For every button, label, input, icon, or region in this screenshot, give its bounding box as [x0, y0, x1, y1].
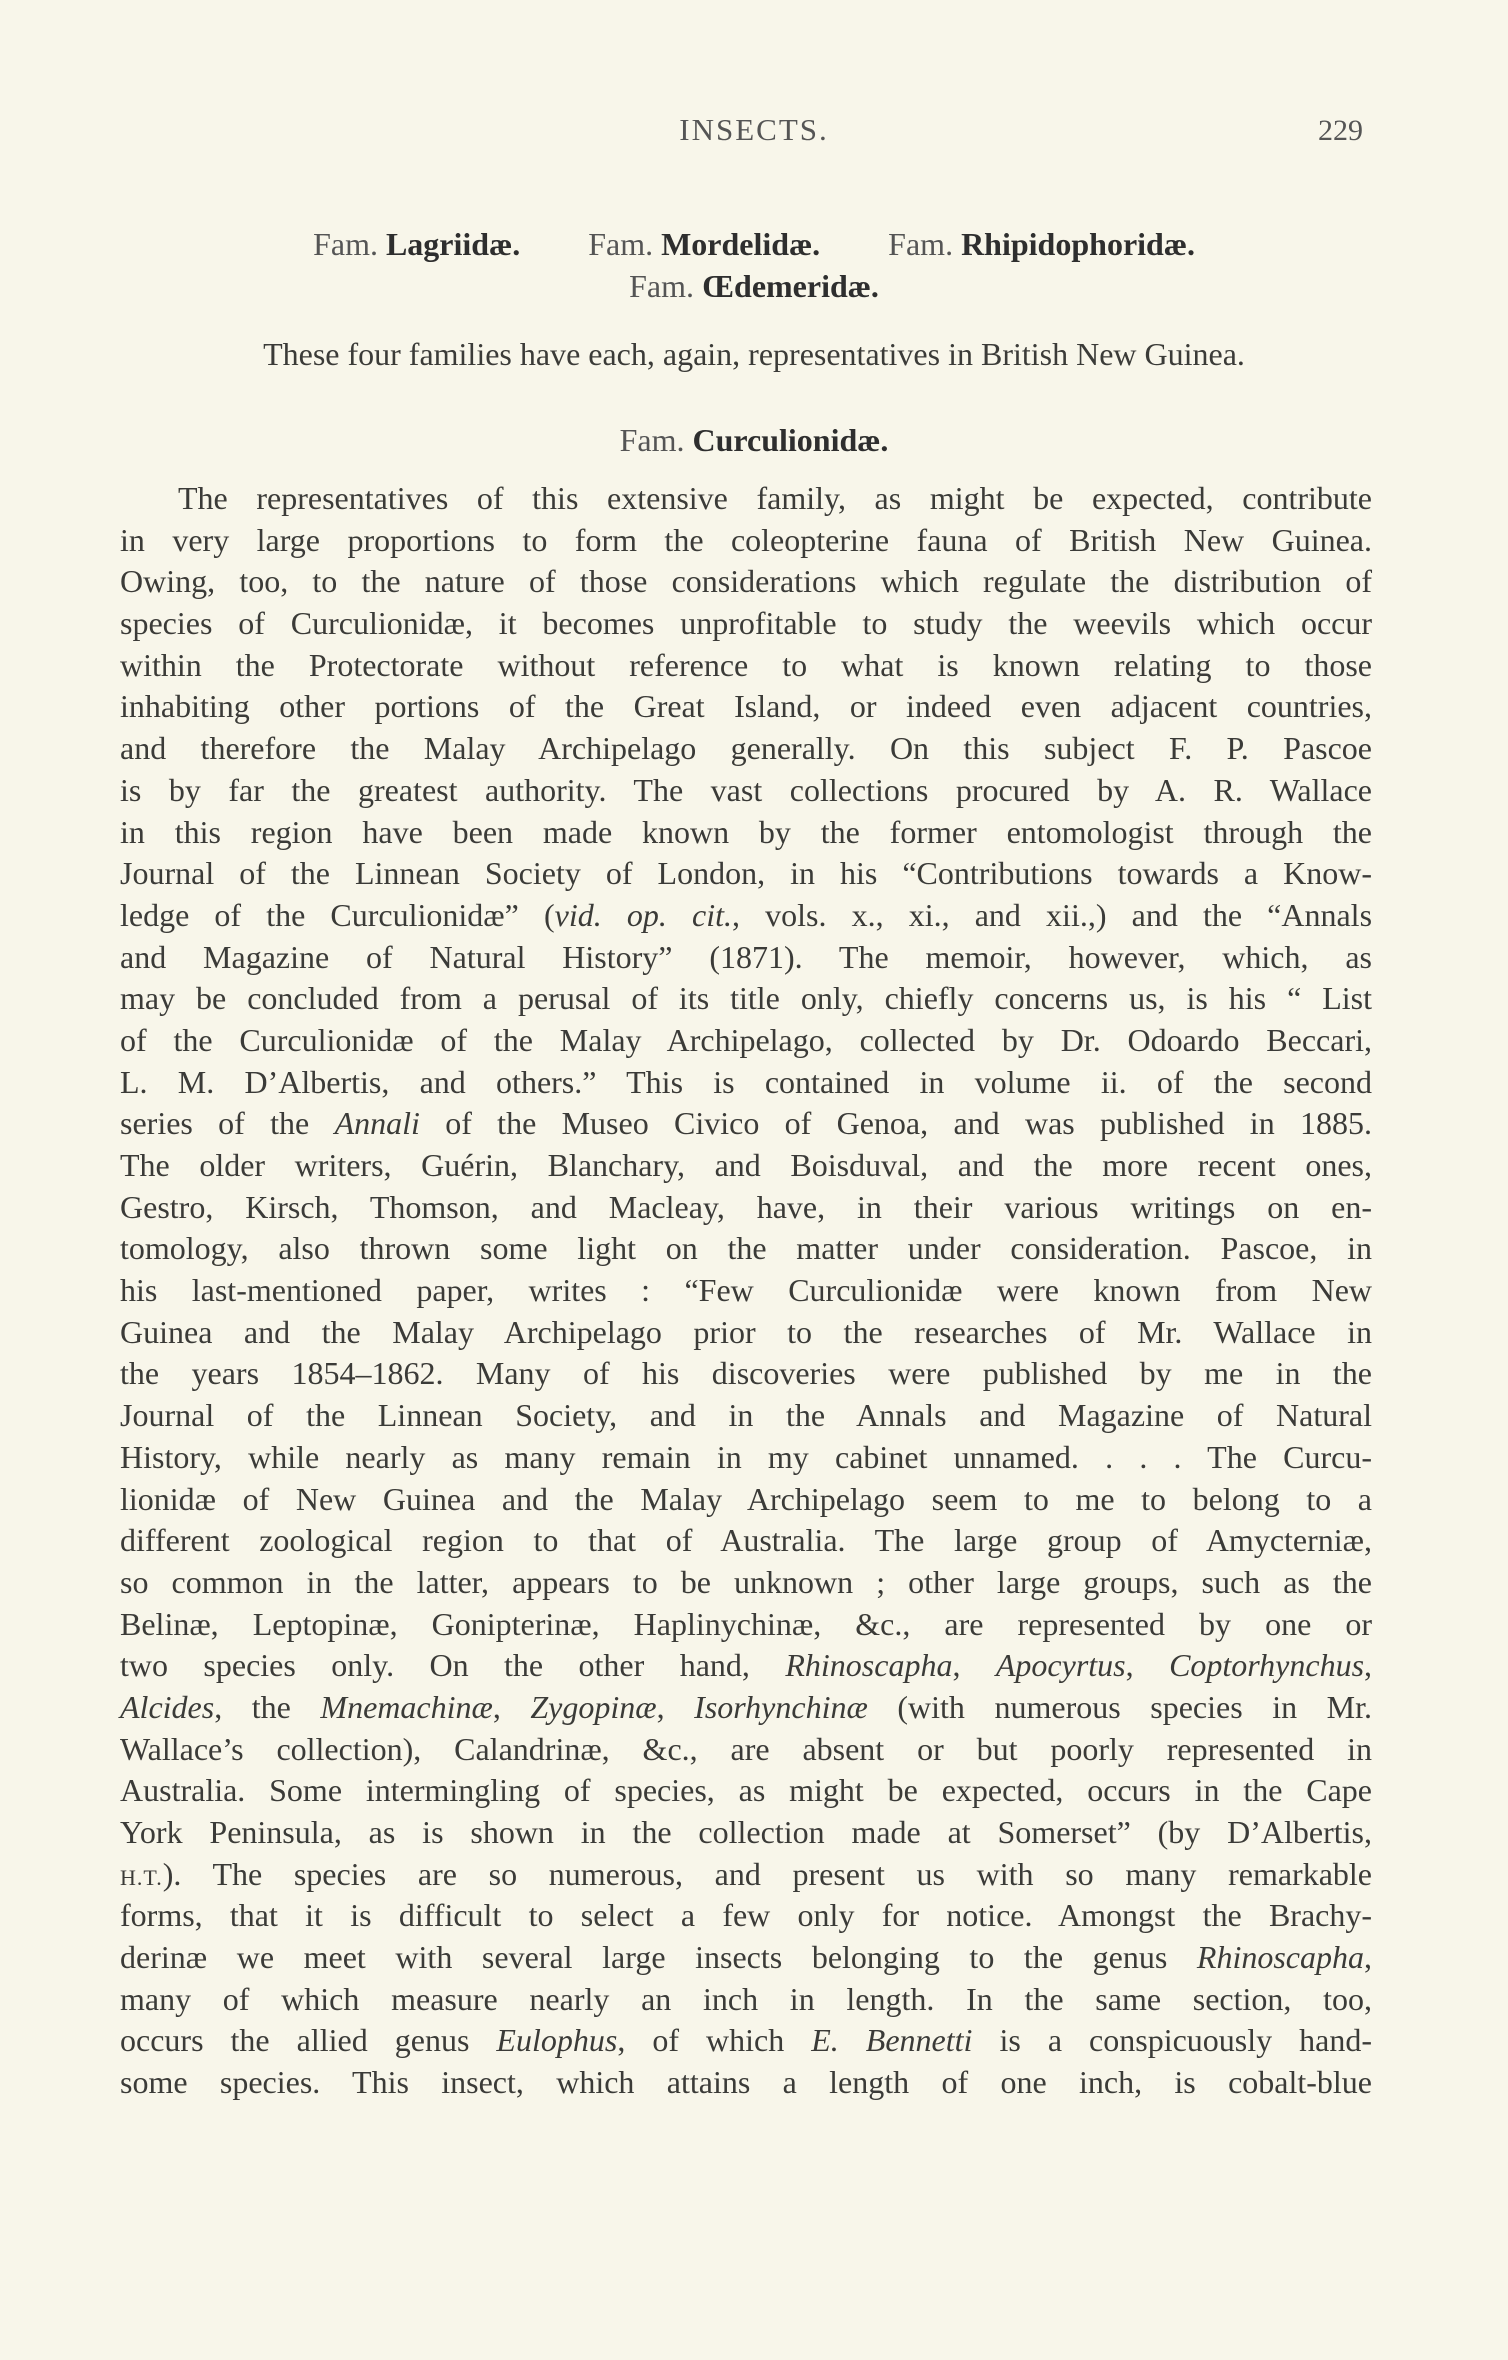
italic-text: Coptorhynchus [1169, 1647, 1365, 1684]
text-line [120, 1854, 1372, 1896]
family-name: Curculionidæ. [692, 422, 889, 458]
text-line [120, 520, 1372, 562]
text-segment: his last-mentioned paper, writes : “Few Curculionidæ were known from New [120, 1272, 1372, 1309]
text-segment: so common in the latter, appears to be unknown ; other large groups, such as the [120, 1563, 1372, 1600]
italic-text: Apocyrtus [995, 1647, 1126, 1684]
family-name: Œdemeridæ. [702, 268, 879, 304]
text-segment: series of the [120, 1105, 335, 1142]
text-segment: of the Museo Civico of Genoa, and was published in 1885. [419, 1105, 1373, 1142]
italic-text: Mnemachinæ [320, 1688, 493, 1725]
text-segment: , [1364, 1939, 1372, 1976]
text-line [120, 561, 1372, 603]
text-line [120, 937, 1372, 979]
text-segment: Gestro, Kirsch, Thomson, and Macleay, have, in their various writings on en- [120, 1188, 1372, 1225]
text-line [120, 1103, 1372, 1145]
text-line [120, 1520, 1372, 1562]
text-segment: Journal of the Linnean Society, and in the Annals and Magazine of Natural [120, 1397, 1372, 1434]
fam-prefix: Fam. [313, 226, 378, 262]
text-segment: Owing, too, to the nature of those considerations which regulate the distribution of [120, 563, 1372, 600]
section-heading-curculionidae [0, 422, 1508, 459]
text-segment: Australia. Some intermingling of species, as might be expected, occurs in the Cape [120, 1772, 1372, 1809]
family-name: Mordelidæ. [661, 226, 821, 262]
text-line [120, 1353, 1372, 1395]
text-segment: Belinæ, Leptopinæ, Gonipterinæ, Haplinychinæ, &c., are represented by one or [120, 1605, 1372, 1642]
text-line [120, 1770, 1372, 1812]
text-line [120, 1395, 1372, 1437]
text-line [120, 1645, 1372, 1687]
fam-prefix: Fam. [888, 226, 954, 262]
text-segment: , [1364, 1647, 1373, 1684]
text-line [120, 1979, 1372, 2021]
text-line [120, 978, 1372, 1020]
text-line [120, 1937, 1372, 1979]
text-segment: some species. This insect, which attains a length of one inch, is cobalt-blue [120, 2064, 1372, 2101]
text-segment: in very large proportions to form the coleopterine fauna of British New Guinea. [120, 521, 1372, 558]
text-segment: ledge of the Curculionidæ” ( [120, 896, 555, 933]
text-segment: Wallace’s collection), Calandrinæ, &c., are absent or but poorly represented in [120, 1730, 1372, 1767]
text-segment: lionidæ of New Guinea and the Malay Archipelago seem to me to belong to a [120, 1480, 1372, 1517]
text-line [120, 1228, 1372, 1270]
text-segment: , [952, 1647, 996, 1684]
text-line [120, 895, 1372, 937]
text-line [120, 1437, 1372, 1479]
text-line [120, 603, 1372, 645]
text-line [120, 1312, 1372, 1354]
text-line [120, 1270, 1372, 1312]
italic-text: Annali [334, 1105, 420, 1142]
running-head: INSECTS. [679, 112, 829, 147]
text-line [120, 478, 1372, 520]
text-segment: species of Curculionidæ, it becomes unprofitable to study the weevils which occur [120, 605, 1372, 642]
text-segment: occurs the allied genus [120, 2022, 497, 2059]
text-segment: , [656, 1688, 695, 1725]
text-segment: History, while nearly as many remain in my cabinet unnamed. . . . The Curcu- [120, 1438, 1372, 1475]
italic-text: E. Bennetti [811, 2022, 973, 2059]
fam-prefix: Fam. [619, 422, 685, 458]
text-line [120, 1062, 1372, 1104]
fam-prefix: Fam. [588, 226, 654, 262]
text-segment: , [1125, 1647, 1170, 1684]
text-segment: The representatives of this extensive family, as might be expected, contribute [178, 480, 1372, 516]
text-segment: may be concluded from a perusal of its title only, chiefly concerns us, is his “ List [120, 980, 1372, 1017]
italic-text: Alcides [120, 1688, 215, 1725]
text-segment: two species only. On the other hand, [120, 1647, 786, 1684]
family-heading-rhipidophoridae [888, 226, 1195, 262]
fam-prefix: Fam. [629, 268, 695, 304]
text-segment: inhabiting other portions of the Great Island, or indeed even adjacent countries, [120, 688, 1372, 725]
text-line [120, 645, 1372, 687]
text-segment: many of which measure nearly an inch in length. In the same section, too, [120, 1980, 1372, 2017]
text-segment: , of which [617, 2022, 812, 2059]
text-segment: of the Curculionidæ of the Malay Archipelago, collected by Dr. Odoardo Beccari, [120, 1021, 1372, 1058]
family-name: Lagriidæ. [385, 226, 521, 262]
text-line [120, 1145, 1372, 1187]
page-number: 229 [1318, 114, 1363, 147]
family-heading-lagriidae [313, 226, 520, 262]
italic-text: Zygopinæ [530, 1688, 657, 1725]
text-segment: the years 1854–1862. Many of his discoveries were published by me in the [120, 1355, 1372, 1392]
text-segment: and therefore the Malay Archipelago generally. On this subject F. P. Pascoe [120, 730, 1372, 767]
text-segment: , the [214, 1688, 321, 1725]
text-segment: in this region have been made known by the former entomologist through the [120, 813, 1372, 850]
text-segment: York Peninsula, as is shown in the collection made at Somerset” (by D’Albertis, [120, 1814, 1372, 1850]
text-segment: different zoological region to that of Australia. The large group of Amycterniæ, [120, 1522, 1372, 1559]
text-line [120, 812, 1372, 854]
text-segment: within the Protectorate without reference to what is known relating to those [120, 646, 1372, 683]
italic-text: Rhinoscapha [1196, 1939, 1364, 1976]
text-line [120, 2062, 1372, 2104]
text-line [120, 2020, 1372, 2062]
italic-text: Isorhynchinæ [694, 1688, 868, 1725]
text-segment: forms, that it is difficult to select a few only for notice. Amongst the Brachy- [120, 1897, 1372, 1934]
text-segment: L. M. D’Albertis, and others.” This is contained in volume ii. of the second [120, 1063, 1372, 1100]
body-paragraph [120, 478, 1372, 2104]
family-name: Rhipidophoridæ. [961, 226, 1195, 262]
text-line [120, 1562, 1372, 1604]
italic-text: Eulophus [496, 2022, 618, 2059]
text-segment: is a conspicuously hand- [972, 2022, 1373, 2059]
text-segment: is by far the greatest authority. The vast collections procured by A. R. Wallace [120, 771, 1372, 808]
text-segment: The older writers, Guérin, Blanchary, and Boisduval, and the more recent ones, [120, 1147, 1372, 1183]
text-segment: , vols. x., xi., and xii.,) and the “Annals [731, 896, 1373, 933]
italic-text: Rhinoscapha [785, 1647, 953, 1684]
text-line [120, 853, 1372, 895]
text-segment: Journal of the Linnean Society of London, in his “Contributions towards a Know- [120, 855, 1372, 892]
small-caps-text: H.T. [120, 1864, 163, 1890]
text-segment: Guinea and the Malay Archipelago prior to the researches of Mr. Wallace in [120, 1313, 1372, 1350]
text-line [120, 686, 1372, 728]
text-line [120, 1895, 1372, 1937]
text-line [120, 728, 1372, 770]
family-heading-oedemeridae [0, 268, 1508, 305]
text-line [120, 1020, 1372, 1062]
text-segment: ). The species are so numerous, and present us with so many remarkable [162, 1855, 1372, 1892]
family-headings-row [0, 226, 1508, 263]
text-segment: , [492, 1688, 531, 1725]
family-heading-mordelidae [588, 226, 820, 262]
text-line [120, 1187, 1372, 1229]
italic-text: vid. op. cit. [554, 896, 732, 933]
text-segment: and Magazine of Natural History” (1871). The memoir, however, which, as [120, 938, 1372, 975]
text-line [120, 1479, 1372, 1521]
text-line [120, 1812, 1372, 1854]
text-segment: tomology, also thrown some light on the matter under consideration. Pascoe, in [120, 1230, 1372, 1267]
text-line [120, 770, 1372, 812]
text-line [120, 1687, 1372, 1729]
text-line [120, 1729, 1372, 1771]
intro-sentence: These four families have each, again, representatives in British New Guinea. [263, 336, 1245, 372]
text-line [120, 1604, 1372, 1646]
text-segment: derinæ we meet with several large insects belonging to the genus [120, 1939, 1197, 1976]
text-segment: (with numerous species in Mr. [867, 1688, 1372, 1725]
